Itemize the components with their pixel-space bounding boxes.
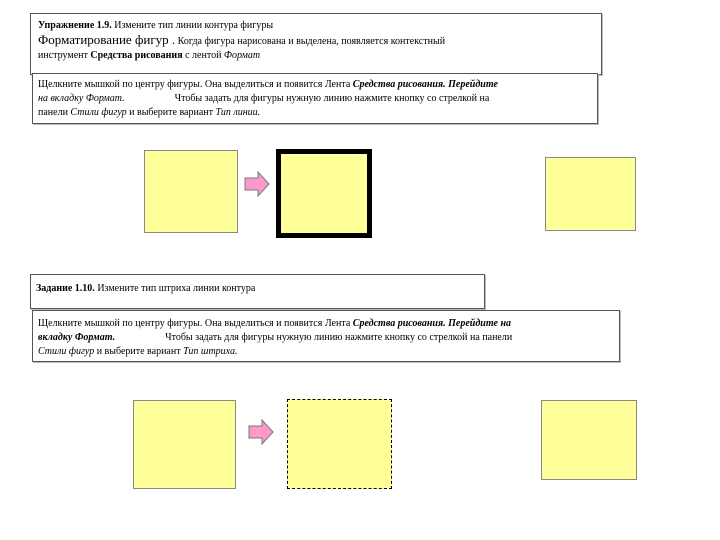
right-arrow-icon	[244, 171, 270, 197]
exercise-1-9-instruction-line-2: на вкладку Формат. Чтобы задать для фигуры нужную линию нажмите кнопку со стрелкой на	[38, 93, 490, 104]
exercise-1-9-line-3: инструмент Средства рисования с лентой Формат	[38, 50, 261, 61]
dashed-border-square[interactable]	[287, 399, 392, 489]
source-square[interactable]	[144, 150, 238, 233]
exercise-1-9-header-box	[30, 13, 602, 75]
task-1-10-instruction-line-3: Стили фигур и выберите вариант Тип штриха.	[38, 346, 238, 357]
source-square-2[interactable]	[133, 400, 236, 489]
right-arrow-icon-2	[248, 419, 274, 445]
task-1-10-instruction-box	[32, 310, 620, 362]
exercise-1-9-instruction-line-1: Щелкните мышкой по центру фигуры. Она выделиться и появится Лента Средства рисования. Перейдите	[38, 79, 498, 90]
exercise-1-9-title: Упражнение 1.9. Измените тип линии контура фигуры	[38, 20, 274, 31]
task-1-10-instruction-line-2: вкладку Формат. Чтобы задать для фигуры нужную линию нажмите кнопку со стрелкой на панели	[38, 332, 513, 343]
task-1-10-instruction-line-1: Щелкните мышкой по центру фигуры. Она выделиться и появится Лента Средства рисования. Перейдите на	[38, 318, 512, 329]
task-1-10-header-box	[30, 274, 485, 309]
exercise-1-9-instruction-box	[32, 73, 598, 124]
exercise-1-9-line-2: Форматирование фигур . Когда фигура нарисована и выделена, появляется контекстный	[38, 32, 446, 47]
thick-border-square[interactable]	[276, 149, 372, 238]
task-1-10-title: Задание 1.10. Измените тип штриха линии контура	[36, 283, 256, 294]
exercise-1-9-instruction-line-3: панели Стили фигур и выберите вариант Тип линии.	[38, 107, 261, 118]
reference-square[interactable]	[545, 157, 636, 231]
reference-square-2[interactable]	[541, 400, 637, 480]
